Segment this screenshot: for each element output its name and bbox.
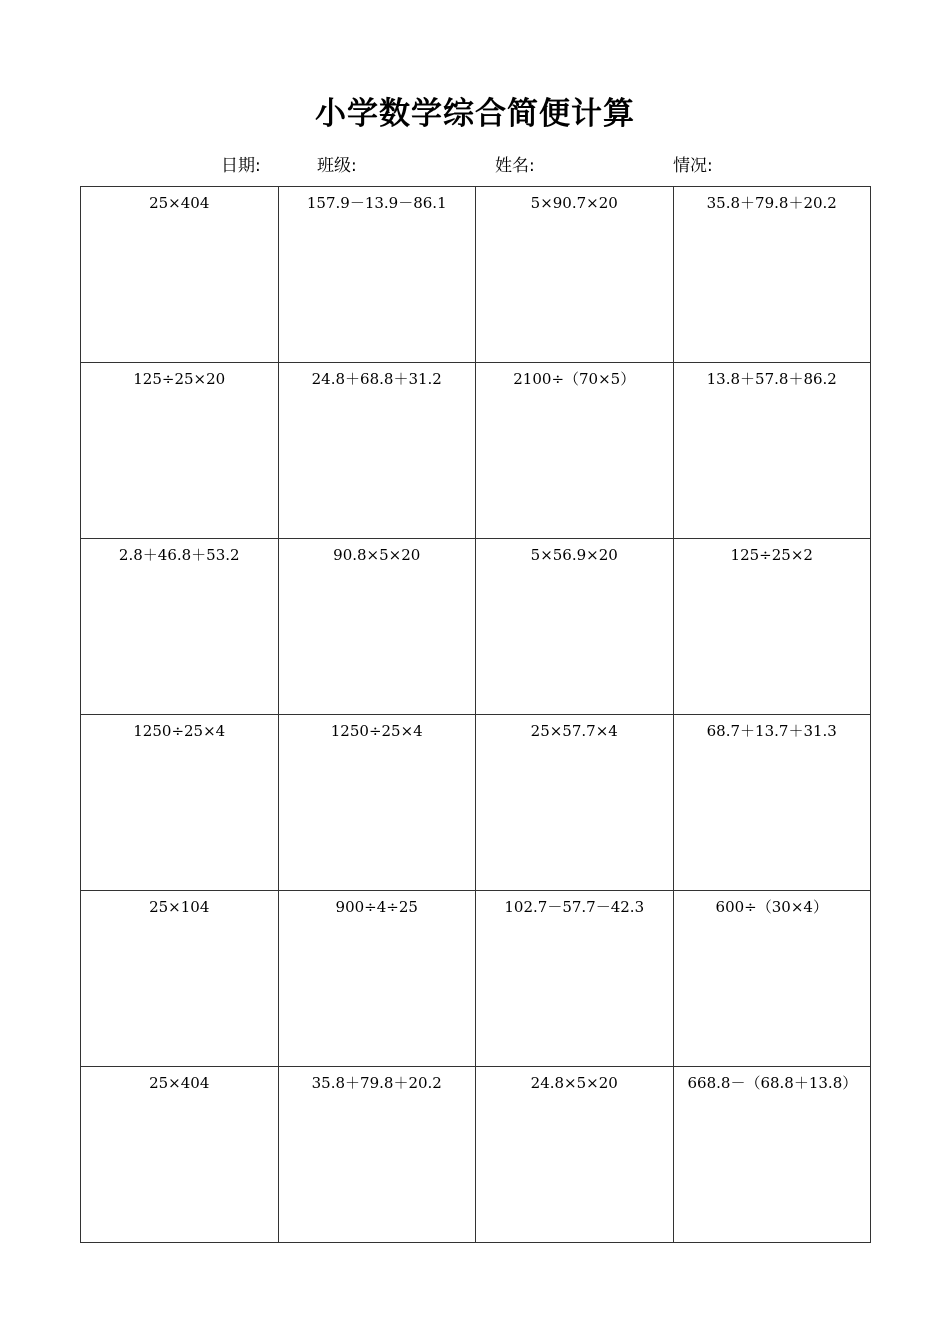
problem-cell: 668.8－（68.8＋13.8） (673, 1067, 871, 1243)
problem-cell: 90.8×5×20 (278, 539, 476, 715)
problem-cell: 13.8＋57.8＋86.2 (673, 363, 871, 539)
problem-cell: 35.8＋79.8＋20.2 (278, 1067, 476, 1243)
problem-cell: 157.9－13.9－86.1 (278, 187, 476, 363)
problem-row (81, 363, 871, 539)
problem-cell: 25×404 (81, 187, 279, 363)
status-label: 情况: (673, 156, 713, 176)
problem-cell: 125÷25×2 (673, 539, 871, 715)
problem-cell: 35.8＋79.8＋20.2 (673, 187, 871, 363)
problem-cell: 125÷25×20 (81, 363, 279, 539)
problem-cell: 600÷（30×4） (673, 891, 871, 1067)
problem-grid (80, 186, 871, 1243)
problem-cell: 68.7＋13.7＋31.3 (673, 715, 871, 891)
class-label: 班级: (317, 156, 357, 176)
problem-cell: 2.8＋46.8＋53.2 (81, 539, 279, 715)
date-label: 日期: (221, 156, 261, 176)
problem-row (81, 891, 871, 1067)
problem-cell: 24.8×5×20 (476, 1067, 674, 1243)
problem-row (81, 1067, 871, 1243)
name-label: 姓名: (495, 156, 535, 176)
problem-row (81, 187, 871, 363)
problem-cell: 25×404 (81, 1067, 279, 1243)
problem-cell: 25×57.7×4 (476, 715, 674, 891)
problem-row (81, 539, 871, 715)
problem-cell: 1250÷25×4 (278, 715, 476, 891)
page-title: 小学数学综合简便计算 (315, 96, 635, 132)
problem-cell: 24.8＋68.8＋31.2 (278, 363, 476, 539)
problem-cell: 5×90.7×20 (476, 187, 674, 363)
problem-cell: 102.7－57.7－42.3 (476, 891, 674, 1067)
problem-cell: 2100÷（70×5） (476, 363, 674, 539)
problem-cell: 900÷4÷25 (278, 891, 476, 1067)
problem-cell: 5×56.9×20 (476, 539, 674, 715)
problem-row (81, 715, 871, 891)
problem-cell: 25×104 (81, 891, 279, 1067)
problem-cell: 1250÷25×4 (81, 715, 279, 891)
